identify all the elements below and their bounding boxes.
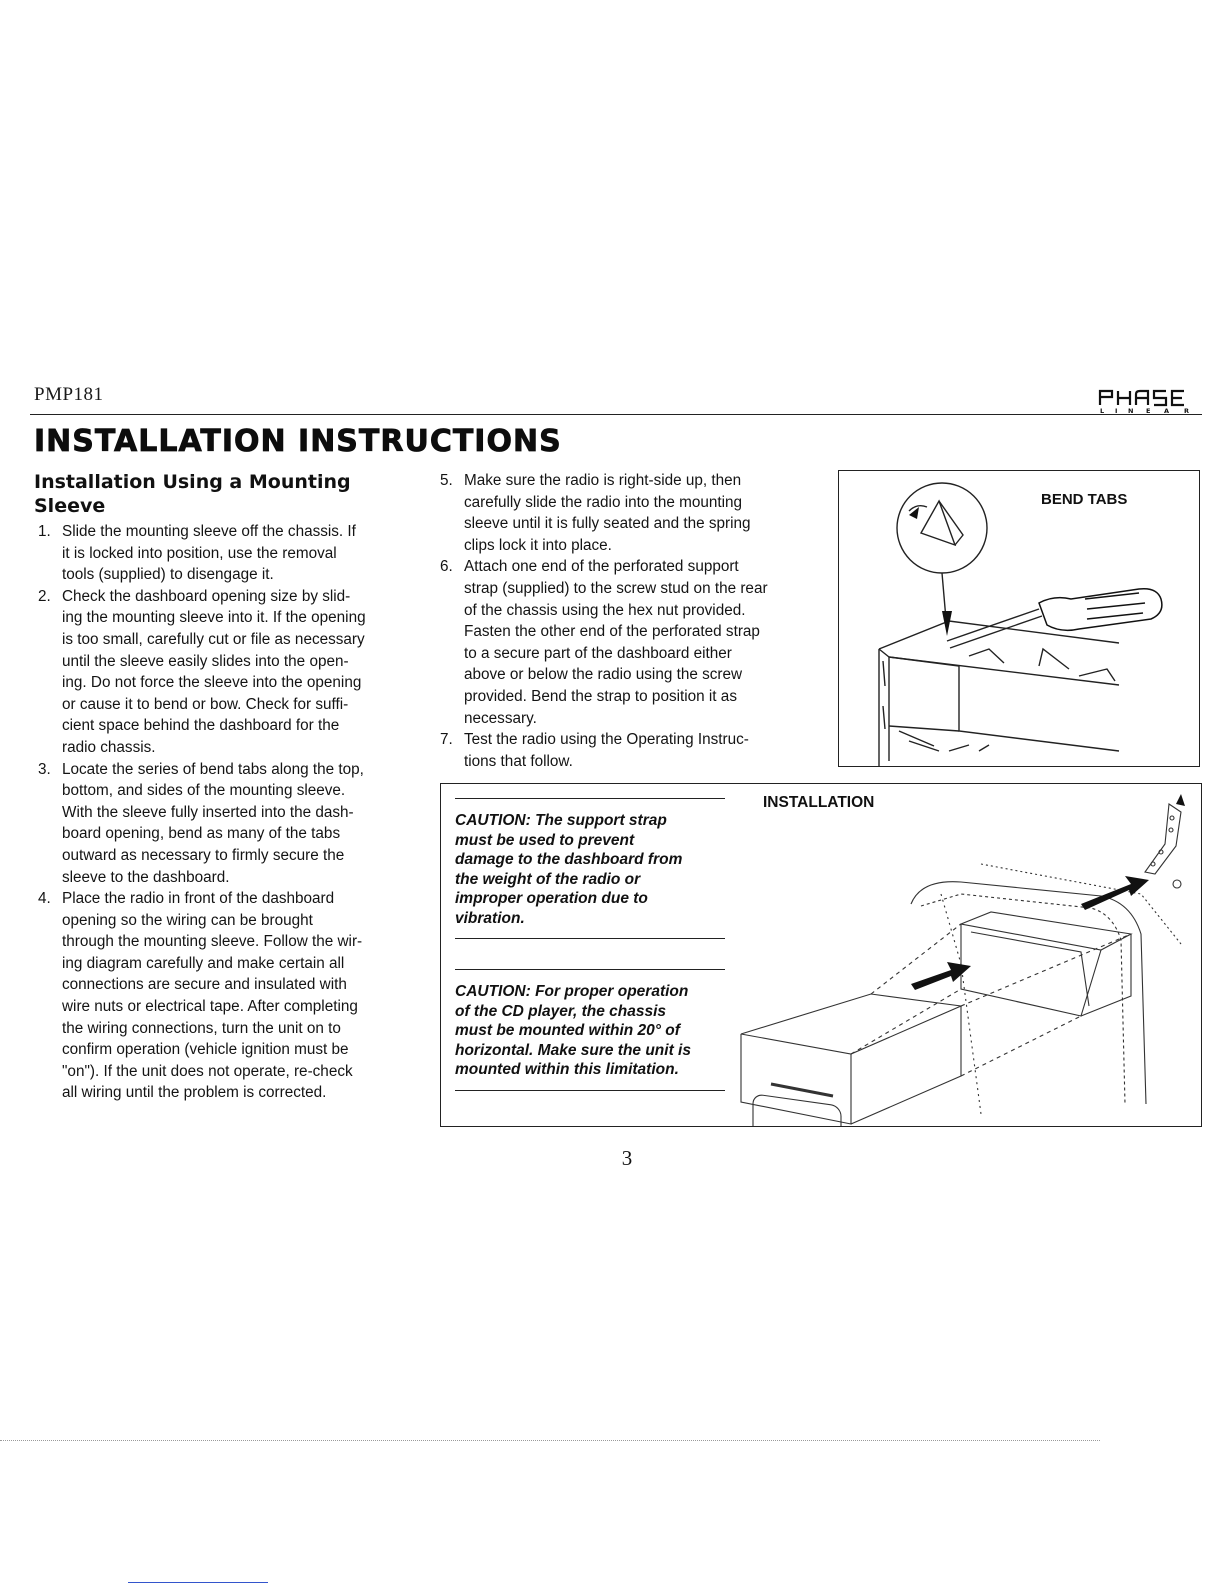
step-text: With the sleeve fully inserted into the dash- — [62, 803, 354, 821]
step-text: to a secure part of the dashboard either — [464, 644, 732, 662]
scan-artifact-line — [0, 1440, 1100, 1441]
screwdriver-icon — [1039, 589, 1162, 631]
caution-installation-box — [440, 783, 1202, 1127]
installation-label: INSTALLATION — [763, 794, 875, 811]
caution-text: improper operation due to — [455, 890, 648, 907]
step-text: sleeve to the dashboard. — [62, 868, 230, 886]
step-text: Slide the mounting sleeve off the chassis. If — [62, 523, 356, 540]
caution-text: of the CD player, the chassis — [455, 1002, 667, 1020]
step-number: 3. — [38, 760, 51, 778]
step-text: radio chassis. — [62, 738, 156, 756]
step-item — [34, 586, 404, 759]
svg-text:L: L — [1100, 407, 1105, 414]
step-text: tools (supplied) to disengage it. — [62, 566, 274, 584]
step-item — [34, 521, 404, 586]
caution-text: vibration. — [455, 909, 525, 927]
step-number: 4. — [38, 890, 51, 908]
step-text: Make sure the radio is right-side up, then — [464, 472, 742, 489]
step-text: it is locked into position, use the removal — [62, 544, 337, 562]
step-text: above or below the radio using the screw — [464, 666, 743, 684]
svg-text:I: I — [1115, 407, 1118, 414]
step-text: Attach one end of the perforated support — [464, 558, 739, 576]
svg-text:E: E — [1146, 407, 1151, 414]
step-item — [436, 556, 798, 729]
step-text: ing. Do not force the sleeve into the opening — [62, 674, 362, 692]
strap-arrow-icon — [1081, 876, 1149, 910]
step-item — [34, 759, 404, 889]
step-text: through the mounting sleeve. Follow the wir- — [62, 933, 363, 951]
bend-tabs-illustration — [839, 471, 1199, 766]
steps-list-left — [34, 521, 404, 1104]
step-text: until the sleeve easily slides into the open- — [62, 652, 349, 670]
svg-text:A: A — [1164, 407, 1170, 414]
step-text: wire nuts or electrical tape. After completing — [62, 998, 358, 1016]
step-text: bottom, and sides of the mounting sleeve. — [62, 782, 346, 800]
step-text: board opening, bend as many of the tabs — [62, 825, 341, 843]
step-text: the wiring connections, turn the unit on to — [62, 1019, 341, 1037]
step-text: all wiring until the problem is corrected. — [62, 1084, 327, 1102]
step-text: Place the radio in front of the dashboard — [62, 890, 335, 908]
installation-illustration — [441, 784, 1201, 1126]
scan-artifact-blue-line — [128, 1582, 268, 1583]
caution-text: CAUTION: For proper operation — [455, 983, 689, 1000]
step-number: 1. — [38, 523, 51, 540]
steps-list-middle — [436, 470, 798, 772]
caution-text: CAUTION: The support strap — [455, 812, 667, 829]
svg-text:N: N — [1128, 407, 1134, 414]
step-number: 6. — [440, 558, 453, 576]
step-text: or cause it to bend or bow. Check for suffi- — [62, 695, 349, 713]
caution-text: the weight of the radio or — [455, 870, 641, 888]
step-text: necessary. — [464, 709, 537, 727]
step-item — [34, 888, 404, 1104]
step-text: carefully slide the radio into the mounting — [464, 493, 743, 511]
caution-text: must be used to prevent — [455, 831, 635, 849]
step-text: ing diagram carefully and make certain all — [62, 954, 345, 972]
step-item — [436, 470, 798, 556]
step-item — [436, 729, 798, 772]
step-text: clips lock it into place. — [464, 536, 612, 554]
sleeve-arrow-icon — [911, 962, 971, 990]
detail-magnifier-circle — [897, 483, 987, 573]
step-text: outward as necessary to firmly secure the — [62, 846, 345, 864]
bend-tabs-label: BEND TABS — [1041, 491, 1128, 508]
model-number: PMP181 — [34, 384, 104, 405]
bend-tabs-figure — [838, 470, 1200, 767]
section-title: Installation Using a Mounting Sleeve — [34, 471, 351, 517]
step-text: opening so the wiring can be brought — [62, 911, 313, 929]
page-number: 3 — [621, 1146, 633, 1170]
header-rule — [30, 414, 1202, 415]
step-text: is too small, carefully cut or file as necessary — [62, 630, 365, 648]
step-text: provided. Bend the strap to position it as — [464, 687, 737, 705]
phase-linear-logo — [1098, 388, 1202, 414]
step-text: Test the radio using the Operating Instruc- — [464, 731, 749, 749]
step-text: of the chassis using the hex nut provided. — [464, 601, 746, 619]
step-number: 7. — [440, 731, 453, 749]
step-text: Check the dashboard opening size by slid- — [62, 587, 351, 605]
step-text: tions that follow. — [464, 752, 573, 770]
caution-text: damage to the dashboard from — [455, 851, 683, 868]
page-title: INSTALLATION INSTRUCTIONS — [34, 424, 562, 459]
step-number: 5. — [440, 472, 453, 489]
caution-text: mounted within this limitation. — [455, 1061, 679, 1078]
step-text: confirm operation (vehicle ignition must be — [62, 1041, 349, 1059]
step-text: connections are secure and insulated with — [62, 976, 347, 994]
step-text: strap (supplied) to the screw stud on the rear — [464, 579, 768, 597]
step-text: sleeve until it is fully seated and the spring — [464, 515, 751, 533]
step-text: cient space behind the dashboard for the — [62, 717, 340, 735]
step-number: 2. — [38, 587, 51, 605]
caution-text: must be mounted within 20° of — [455, 1022, 680, 1039]
step-text: Locate the series of bend tabs along the top, — [62, 760, 364, 778]
step-text: "on"). If the unit does not operate, re-check — [62, 1062, 353, 1080]
svg-text:R: R — [1184, 407, 1190, 414]
step-text: Fasten the other end of the perforated strap — [464, 623, 760, 641]
caution-text: horizontal. Make sure the unit is — [455, 1041, 691, 1059]
step-text: ing the mounting sleeve into it. If the opening — [62, 609, 366, 627]
